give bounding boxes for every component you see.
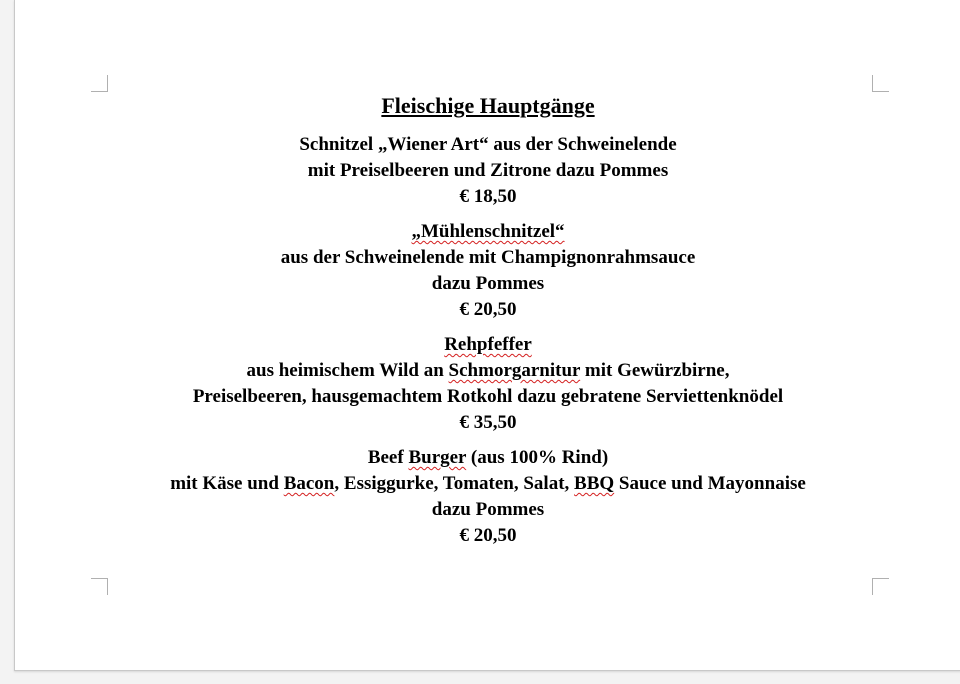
dish-line: dazu Pommes [431,499,545,520]
text-run: (aus 100% Rind) [466,447,609,468]
document-page[interactable] [14,0,960,671]
dish-name [15,219,960,245]
dish-schnitzel-wiener-art [15,132,960,210]
dish-price: € 35,50 [459,412,517,433]
text-run: Beef [367,447,409,468]
document-body[interactable] [15,90,960,558]
text-run: aus heimischem Wild an [246,360,449,381]
dish-name [15,332,960,358]
text-run: mit Käse und [170,473,284,494]
dish-name [15,445,960,471]
text-run: , Essiggurke, Tomaten, Salat, [334,473,575,494]
dish-line: aus der Schweinelende mit Champignonrahmsauce [280,247,696,268]
spellcheck-word: Bacon [283,473,335,494]
dish-line [15,471,960,497]
spellcheck-word: Rehpfeffer [444,334,532,355]
menu-title: Fleischige Hauptgänge [381,93,595,118]
text-run: mit Gewürzbirne, [580,360,730,381]
text-run: Sauce und Mayonnaise [614,473,806,494]
dish-price: € 18,50 [459,186,517,207]
spellcheck-word: „Mühlenschnitzel“ [411,221,565,242]
dish-rehpfeffer [15,332,960,436]
dish-muehlenschnitzel [15,219,960,323]
margin-corner-bottom-left [91,578,108,595]
spellcheck-word: Burger [408,447,467,468]
dish-price: € 20,50 [459,525,517,546]
margin-corner-bottom-right [872,578,889,595]
dish-line: Schnitzel „Wiener Art“ aus der Schweinelende [299,134,677,155]
dish-line: Preiselbeeren, hausgemachtem Rotkohl dazu gebratene Serviettenknödel [192,386,784,407]
dish-beef-burger [15,445,960,549]
dish-line [15,358,960,384]
dish-line: mit Preiselbeeren und Zitrone dazu Pommes [307,160,669,181]
spellcheck-word: Schmorgarnitur [448,360,581,381]
spellcheck-word: BBQ [574,473,615,494]
dish-line: dazu Pommes [431,273,545,294]
dish-price: € 20,50 [459,299,517,320]
